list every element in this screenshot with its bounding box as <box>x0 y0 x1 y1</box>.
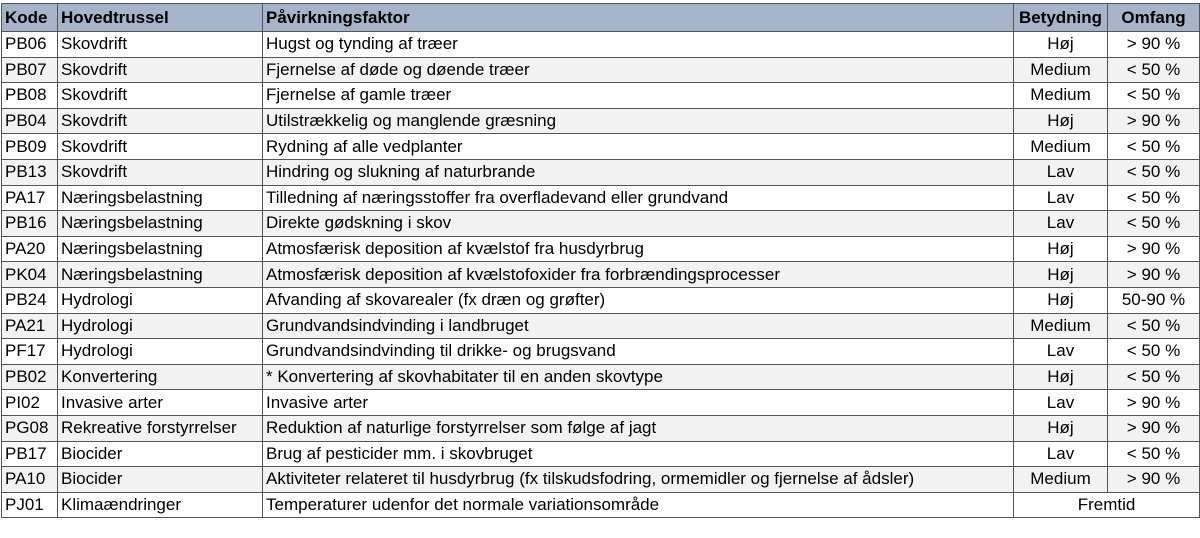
cell-extent: > 90 % <box>1108 390 1200 416</box>
cell-extent: > 90 % <box>1108 32 1200 58</box>
cell-main-threat: Skovdrift <box>58 57 263 83</box>
cell-code: PK04 <box>2 262 58 288</box>
cell-main-threat: Konvertering <box>58 364 263 390</box>
table-row <box>2 313 1200 339</box>
cell-impact-factor: Fjernelse af døde og døende træer <box>263 57 1014 83</box>
cell-significance: Høj <box>1014 236 1108 262</box>
threats-table <box>1 3 1200 518</box>
cell-code: PG08 <box>2 415 58 441</box>
cell-significance: Lav <box>1014 159 1108 185</box>
cell-significance: Høj <box>1014 364 1108 390</box>
cell-code: PA21 <box>2 313 58 339</box>
table-row <box>2 339 1200 365</box>
cell-impact-factor: Afvanding af skovarealer (fx dræn og grøfter) <box>263 287 1014 313</box>
cell-impact-factor: * Konvertering af skovhabitater til en anden skovtype <box>263 364 1014 390</box>
cell-code: PB02 <box>2 364 58 390</box>
cell-main-threat: Næringsbelastning <box>58 185 263 211</box>
cell-impact-factor: Rydning af alle vedplanter <box>263 134 1014 160</box>
cell-extent: < 50 % <box>1108 185 1200 211</box>
cell-code: PF17 <box>2 339 58 365</box>
cell-code: PB13 <box>2 159 58 185</box>
table-row <box>2 441 1200 467</box>
cell-main-threat: Skovdrift <box>58 32 263 58</box>
cell-main-threat: Biocider <box>58 467 263 493</box>
cell-significance: Lav <box>1014 339 1108 365</box>
cell-impact-factor: Hindring og slukning af naturbrande <box>263 159 1014 185</box>
cell-main-threat: Skovdrift <box>58 108 263 134</box>
cell-main-threat: Rekreative forstyrrelser <box>58 415 263 441</box>
cell-significance: Høj <box>1014 262 1108 288</box>
cell-extent: < 50 % <box>1108 441 1200 467</box>
cell-impact-factor: Tilledning af næringsstoffer fra overfladevand eller grundvand <box>263 185 1014 211</box>
table-row <box>2 32 1200 58</box>
table-row <box>2 262 1200 288</box>
cell-extent: < 50 % <box>1108 83 1200 109</box>
cell-significance: Lav <box>1014 441 1108 467</box>
cell-significance: Medium <box>1014 467 1108 493</box>
cell-main-threat: Klimaændringer <box>58 492 263 518</box>
cell-code: PB08 <box>2 83 58 109</box>
table-row <box>2 83 1200 109</box>
cell-significance: Medium <box>1014 134 1108 160</box>
cell-impact-factor: Grundvandsindvinding i landbruget <box>263 313 1014 339</box>
header-extent: Omfang <box>1108 4 1200 32</box>
cell-extent: < 50 % <box>1108 134 1200 160</box>
cell-main-threat: Næringsbelastning <box>58 262 263 288</box>
cell-impact-factor: Hugst og tynding af træer <box>263 32 1014 58</box>
cell-main-threat: Næringsbelastning <box>58 211 263 237</box>
cell-code: PB24 <box>2 287 58 313</box>
cell-impact-factor: Fjernelse af gamle træer <box>263 83 1014 109</box>
table-row <box>2 211 1200 237</box>
cell-code: PB04 <box>2 108 58 134</box>
cell-main-threat: Skovdrift <box>58 134 263 160</box>
cell-significance: Medium <box>1014 83 1108 109</box>
cell-extent: > 90 % <box>1108 108 1200 134</box>
table-row <box>2 364 1200 390</box>
cell-significance: Medium <box>1014 57 1108 83</box>
cell-extent: < 50 % <box>1108 313 1200 339</box>
cell-impact-factor: Atmosfærisk deposition af kvælstofoxider fra forbrændingsprocesser <box>263 262 1014 288</box>
cell-merged-extent: Fremtid <box>1014 492 1200 518</box>
cell-main-threat: Hydrologi <box>58 287 263 313</box>
cell-code: PB09 <box>2 134 58 160</box>
header-code: Kode <box>2 4 58 32</box>
cell-impact-factor: Invasive arter <box>263 390 1014 416</box>
cell-code: PB06 <box>2 32 58 58</box>
cell-extent: < 50 % <box>1108 364 1200 390</box>
table-row <box>2 108 1200 134</box>
cell-extent: < 50 % <box>1108 159 1200 185</box>
cell-impact-factor: Aktiviteter relateret til husdyrbrug (fx tilskudsfodring, ormemidler og fjernelse af ådsler) <box>263 467 1014 493</box>
cell-code: PB07 <box>2 57 58 83</box>
cell-significance: Lav <box>1014 390 1108 416</box>
cell-impact-factor: Reduktion af naturlige forstyrrelser som følge af jagt <box>263 415 1014 441</box>
table-row <box>2 287 1200 313</box>
cell-code: PA20 <box>2 236 58 262</box>
cell-main-threat: Hydrologi <box>58 313 263 339</box>
cell-code: PJ01 <box>2 492 58 518</box>
cell-extent: 50-90 % <box>1108 287 1200 313</box>
table-body <box>2 32 1200 518</box>
cell-extent: < 50 % <box>1108 339 1200 365</box>
cell-main-threat: Skovdrift <box>58 83 263 109</box>
table-row <box>2 185 1200 211</box>
cell-impact-factor: Grundvandsindvinding til drikke- og brugsvand <box>263 339 1014 365</box>
table-row-last <box>2 492 1200 518</box>
header-main-threat: Hovedtrussel <box>58 4 263 32</box>
cell-extent: < 50 % <box>1108 211 1200 237</box>
cell-main-threat: Næringsbelastning <box>58 236 263 262</box>
table-row <box>2 134 1200 160</box>
cell-impact-factor: Temperaturer udenfor det normale variationsområde <box>263 492 1014 518</box>
cell-significance: Lav <box>1014 185 1108 211</box>
cell-code: PA10 <box>2 467 58 493</box>
cell-extent: > 90 % <box>1108 467 1200 493</box>
header-impact-factor: Påvirkningsfaktor <box>263 4 1014 32</box>
cell-extent: > 90 % <box>1108 236 1200 262</box>
cell-significance: Medium <box>1014 313 1108 339</box>
cell-extent: < 50 % <box>1108 57 1200 83</box>
cell-impact-factor: Atmosfærisk deposition af kvælstof fra husdyrbrug <box>263 236 1014 262</box>
table-row <box>2 390 1200 416</box>
header-row <box>2 4 1200 32</box>
cell-significance: Høj <box>1014 108 1108 134</box>
cell-extent: > 90 % <box>1108 262 1200 288</box>
table-row <box>2 467 1200 493</box>
cell-impact-factor: Utilstrækkelig og manglende græsning <box>263 108 1014 134</box>
cell-significance: Høj <box>1014 287 1108 313</box>
cell-main-threat: Skovdrift <box>58 159 263 185</box>
cell-impact-factor: Brug af pesticider mm. i skovbruget <box>263 441 1014 467</box>
header-significance: Betydning <box>1014 4 1108 32</box>
cell-code: PB17 <box>2 441 58 467</box>
cell-extent: > 90 % <box>1108 415 1200 441</box>
cell-code: PA17 <box>2 185 58 211</box>
cell-main-threat: Invasive arter <box>58 390 263 416</box>
table-row <box>2 57 1200 83</box>
cell-code: PB16 <box>2 211 58 237</box>
cell-significance: Lav <box>1014 211 1108 237</box>
cell-significance: Høj <box>1014 32 1108 58</box>
cell-main-threat: Biocider <box>58 441 263 467</box>
table-row <box>2 415 1200 441</box>
cell-significance: Høj <box>1014 415 1108 441</box>
table-row <box>2 159 1200 185</box>
table-row <box>2 236 1200 262</box>
cell-impact-factor: Direkte gødskning i skov <box>263 211 1014 237</box>
cell-main-threat: Hydrologi <box>58 339 263 365</box>
cell-code: PI02 <box>2 390 58 416</box>
